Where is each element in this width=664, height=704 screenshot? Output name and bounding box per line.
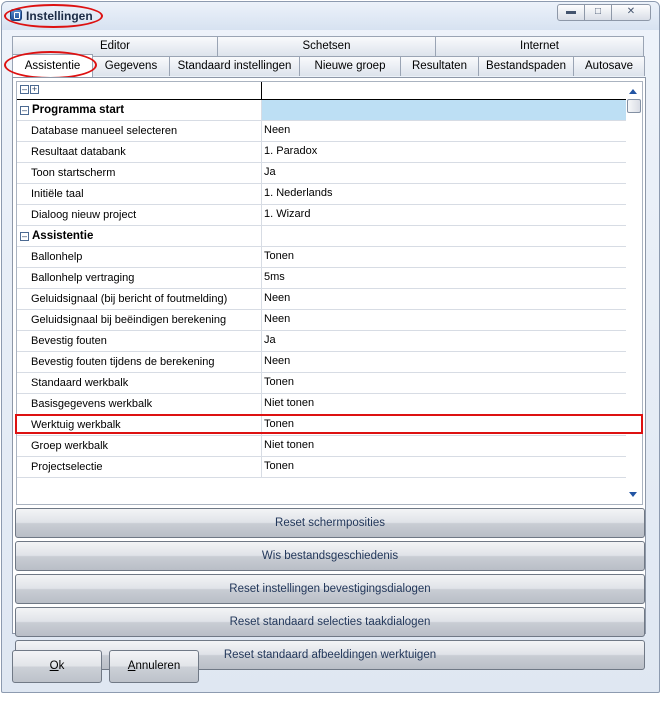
table-row[interactable] [17, 457, 627, 478]
table-row[interactable] [17, 373, 627, 394]
property-name: Ballonhelp [31, 251, 83, 263]
maximize-button[interactable] [584, 4, 612, 21]
property-value[interactable]: 5ms [264, 271, 285, 283]
collapse-all-icon[interactable]: – [21, 84, 27, 94]
tab-content [12, 77, 646, 661]
tab-internet[interactable]: Internet [435, 36, 644, 56]
cell-divider [261, 373, 262, 393]
property-name: Initiële taal [31, 188, 84, 200]
tab-bestandspaden[interactable]: Bestandspaden [478, 56, 574, 76]
property-name: Geluidsignaal (bij bericht of foutmelding) [31, 293, 228, 305]
property-name: Programma start [32, 104, 125, 116]
grid-header [17, 82, 627, 100]
collapse-icon[interactable]: – [21, 105, 27, 115]
cell-divider [261, 436, 262, 456]
cell-divider [261, 205, 262, 225]
tab-standaard-instellingen[interactable]: Standaard instellingen [169, 56, 300, 76]
table-row[interactable] [17, 268, 627, 289]
close-icon: ✕ [626, 6, 636, 17]
cancel-label: nnuleren [135, 660, 181, 672]
cell-divider [261, 268, 262, 288]
table-row[interactable] [17, 289, 627, 310]
property-value[interactable]: 1. Nederlands [264, 187, 333, 199]
ok-button[interactable] [12, 650, 102, 683]
table-row[interactable] [17, 205, 627, 226]
title-bar[interactable] [2, 2, 659, 30]
scroll-thumb[interactable] [627, 99, 641, 113]
table-row[interactable] [17, 436, 627, 457]
annotation-highlight-row [15, 414, 643, 434]
tab-resultaten[interactable]: Resultaten [400, 56, 479, 76]
header-divider [261, 82, 262, 99]
group-row[interactable] [17, 226, 627, 247]
property-value[interactable]: Neen [264, 355, 291, 367]
property-value[interactable]: Ja [264, 166, 276, 178]
annotation-circle-tab [4, 51, 97, 79]
reset-confirmation-dialogs-button[interactable]: Reset instellingen bevestigingsdialogen [15, 574, 645, 604]
cell-divider [261, 163, 262, 183]
property-name: Basisgegevens werkbalk [31, 398, 153, 410]
expand-all-icon[interactable]: + [31, 84, 38, 94]
cell-divider [261, 331, 262, 351]
group-row[interactable] [17, 100, 627, 121]
property-value[interactable]: Neen [264, 292, 291, 304]
maximize-icon: □ [594, 6, 602, 17]
property-name: Dialoog nieuw project [31, 209, 137, 221]
close-button[interactable] [611, 4, 651, 21]
property-grid [16, 81, 643, 505]
cell-divider [261, 184, 262, 204]
property-name: Bevestig fouten [31, 335, 107, 347]
property-value[interactable]: Tonen [264, 418, 294, 430]
tab-row-bottom [12, 56, 644, 77]
table-row[interactable] [17, 184, 627, 205]
cell-divider [261, 310, 262, 330]
cancel-mnemonic: A [127, 660, 136, 672]
collapse-icon[interactable]: – [21, 231, 27, 241]
minimize-button[interactable] [557, 4, 585, 21]
property-value[interactable]: Tonen [264, 376, 294, 388]
action-buttons [15, 508, 645, 673]
property-value[interactable]: 1. Wizard [264, 208, 311, 220]
table-row[interactable] [17, 142, 627, 163]
property-name: Projectselectie [31, 461, 103, 473]
property-value[interactable]: Neen [264, 313, 291, 325]
property-value[interactable]: 1. Paradox [264, 145, 318, 157]
clear-file-history-button[interactable]: Wis bestandsgeschiedenis [15, 541, 645, 571]
property-name: Resultaat databank [31, 146, 126, 158]
cell-divider [261, 457, 262, 477]
vertical-scrollbar[interactable] [626, 82, 642, 504]
table-row[interactable] [17, 163, 627, 184]
tab-nieuwe-groep[interactable]: Nieuwe groep [299, 56, 401, 76]
cancel-button[interactable] [109, 650, 199, 683]
property-name: Werktuig werkbalk [31, 419, 121, 431]
tab-assistentie[interactable]: Assistentie [12, 54, 93, 77]
window-title: Instellingen [26, 9, 93, 23]
property-name: Assistentie [32, 230, 94, 242]
table-row[interactable] [17, 331, 627, 352]
scroll-down-icon[interactable] [629, 492, 637, 497]
tab-gegevens[interactable]: Gegevens [92, 56, 170, 76]
tab-schetsen[interactable]: Schetsen [217, 36, 436, 56]
cell-divider [261, 142, 262, 162]
table-row[interactable] [17, 247, 627, 268]
table-row[interactable] [17, 394, 627, 415]
cell-divider [261, 352, 262, 372]
cell-divider [261, 289, 262, 309]
tab-autosave[interactable]: Autosave [573, 56, 645, 76]
annotation-circle-title [4, 4, 103, 28]
minimize-icon: ▬ [566, 6, 576, 17]
property-value[interactable]: Niet tonen [264, 439, 315, 451]
tab-row-top [12, 36, 643, 57]
property-name: Geluidsignaal bij beëindigen berekening [31, 314, 227, 326]
window-controls [558, 4, 651, 20]
table-row[interactable] [17, 310, 627, 331]
property-value[interactable]: Niet tonen [264, 397, 315, 409]
cell-divider [261, 121, 262, 141]
property-name: Bevestig fouten tijdens de berekening [31, 356, 215, 368]
ok-label: k [58, 660, 65, 672]
property-name: Groep werkbalk [31, 440, 109, 452]
property-value[interactable]: Ja [264, 334, 276, 346]
selected-value-cell [262, 100, 627, 120]
reset-task-dialog-selections-button[interactable]: Reset standaard selecties taakdialogen [15, 607, 645, 637]
ok-mnemonic: O [49, 660, 59, 672]
property-name: Database manueel selecteren [31, 125, 178, 137]
property-value[interactable]: Neen [264, 124, 291, 136]
property-name: Standaard werkbalk [31, 377, 129, 389]
property-value[interactable]: Tonen [264, 250, 294, 262]
property-name: Ballonhelp vertraging [31, 272, 135, 284]
property-name: Toon startscherm [31, 167, 116, 179]
property-value[interactable]: Tonen [264, 460, 294, 472]
tab-panel [12, 36, 646, 661]
cell-divider [261, 247, 262, 267]
scroll-up-icon[interactable] [629, 89, 637, 94]
tab-editor[interactable]: Editor [12, 36, 218, 56]
table-row[interactable] [17, 352, 627, 373]
table-row[interactable] [17, 121, 627, 142]
cell-divider [261, 394, 262, 414]
reset-screen-positions-button[interactable]: Reset schermposities [15, 508, 645, 538]
reset-tool-images-button[interactable]: Reset standaard afbeeldingen werktuigen [15, 640, 645, 670]
